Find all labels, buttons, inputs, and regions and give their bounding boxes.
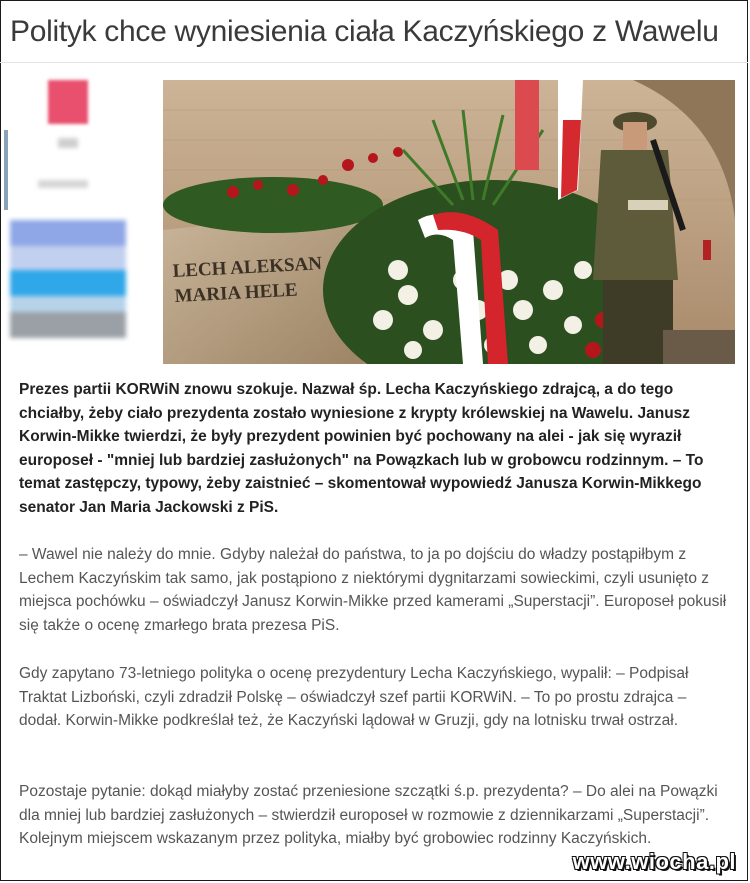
tomb-inscription-line1: LECH ALEKSAN: [172, 253, 323, 282]
article-photo: [163, 80, 735, 364]
blurred-sidebar: [0, 70, 150, 370]
sidebar-accent-bar: [4, 130, 8, 210]
header-divider: [0, 62, 748, 63]
blurred-widget: [10, 220, 126, 338]
article-lead: Prezes partii KORWiN znowu szokuje. Nazwał śp. Lecha Kaczyńskiego zdrajcą, a do tego chciałby, żeby ciało prezydenta zostało wyniesione z krypty królewskiej na Wawelu. Janusz Korwin-Mikke twierdzi, że były prezydent powinien być pochowany na alei - jak się wyraził europoseł - "mniej lub bardziej zasłużonych" na Powązkach lub w grobowcu rodzinnym. – To temat zastępczy, typowy, żeby zaistnieć – skomentował wypowiedź Janusza Korwin-Mikkego senator Jan Maria Jackowski z PiS.: [19, 381, 704, 516]
article-paragraph-2: Gdy zapytano 73-letniego polityka o ocenę prezydentury Lecha Kaczyńskiego, wypalił: – Podpisał Traktat Lizboński, czyli zdradził Polskę – oświadczył szef partii KORWiN. – To po prostu zdrajca – dodał. Korwin-Mikke podkreślał też, że Kaczyński lądował w Gruzji, gdy na lotnisku trwał ostrzał.: [19, 665, 689, 729]
article-paragraph-3: Pozostaje pytanie: dokąd miałyby zostać przeniesione szczątki ś.p. prezydenta? – Do alei na Powązki dla mniej lub bardziej zasłużonych – stwierdził europoseł w rozmowie z dziennikarzami „Superstacji”. Kolejnym miejscem wskazanym przez polityka, miałby być grobowiec rodzinny Kaczyńskich.: [19, 783, 718, 847]
blurred-logo: [48, 80, 88, 124]
blurred-label: [58, 138, 78, 148]
article-paragraph-1: – Wawel nie należy do mnie. Gdyby należał do państwa, to ja po dojściu do władzy postąpiłbym z Lechem Kaczyńskim tak samo, jak postąpiono z niektórymi dygnitarzami sowieckimi, czyli usunięto z miejsca pochówku – oświadczył Janusz Korwin-Mikke przed kamerami „Superstacji”. Europoseł pokusił się także o ocenę zmarłego brata prezesa PiS.: [19, 546, 727, 634]
site-watermark: www.wiocha.pl: [572, 849, 736, 874]
blurred-text: [38, 180, 88, 188]
tomb-inscription-line2: MARIA HELE: [174, 279, 299, 307]
article-headline: Polityk chce wyniesienia ciała Kaczyńskiego z Wawelu: [10, 15, 719, 48]
